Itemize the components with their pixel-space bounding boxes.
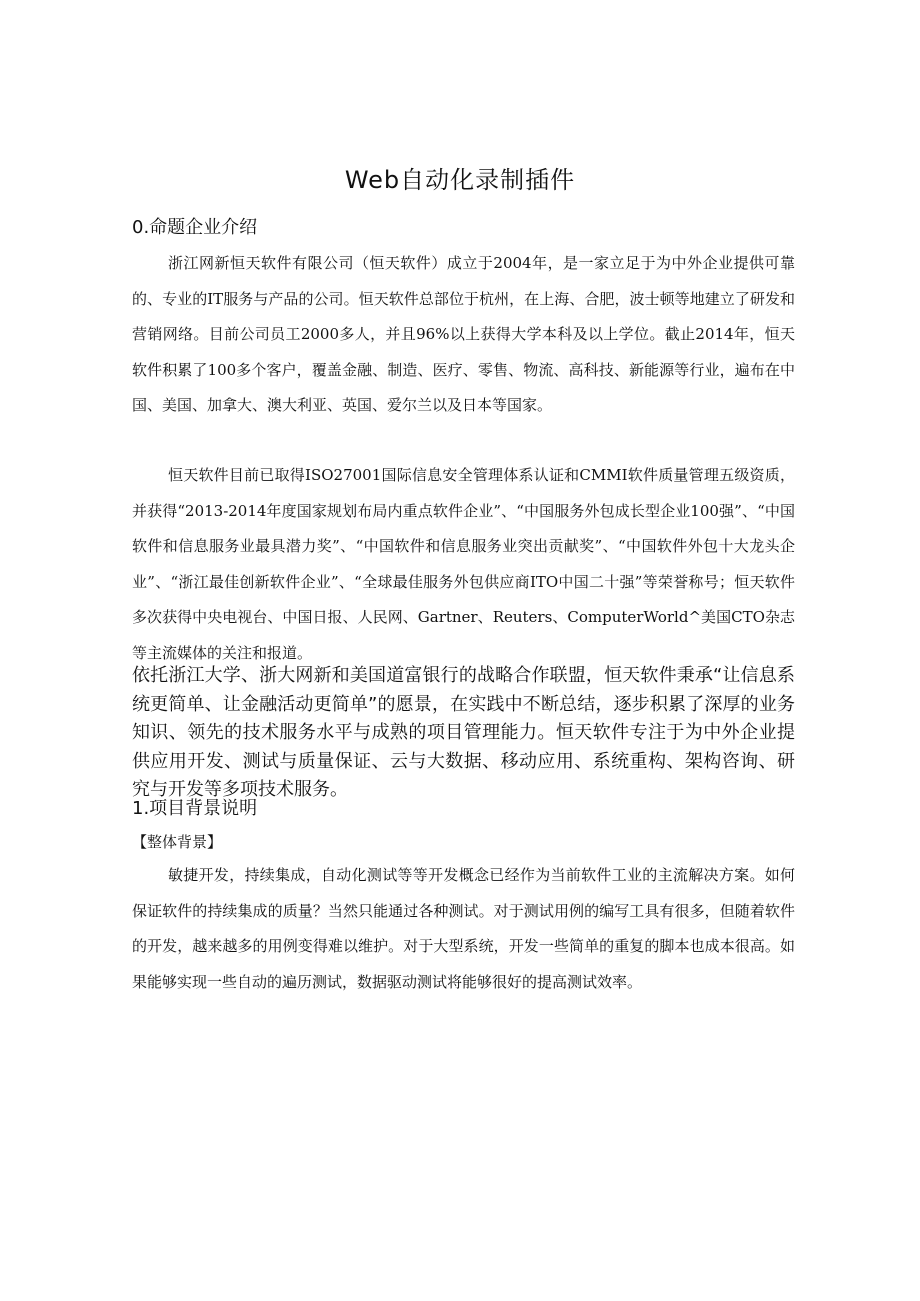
project-background-paragraph-1: 敏捷开发，持续集成，自动化测试等等开发概念已经作为当前软件工业的主流解决方案。如何保证软件的持续集成的质量？当然只能通过各种测试。对于测试用例的编写工具有很多，但随着软件的开发，越来越多的用例变得难以维护。对于大型系统，开发一些简单的重复的脚本也成本很高。如果能够实现一些自动的遍历测试，数据驱动测试将能够很好的提高测试效率。: [132, 866, 795, 991]
overall-background-label: 【整体背景】: [132, 833, 223, 851]
section-heading-project-background: 1.项目背景说明: [132, 798, 258, 819]
company-intro-paragraph-1: 浙江网新恒天软件有限公司（恒天软件）成立于2004年，是一家立足于为中外企业提供可靠的、专业的IT服务与产品的公司。恒天软件总部位于杭州，在上海、合肥，波士顿等地建立了研发和营销网络。目前公司员工2000多人，并且96%以上获得大学本科及以上学位。截止2014年，恒天软件积累了100多个客户，覆盖金融、制造、医疗、零售、物流、高科技、新能源等行业，遍布在中国、美国、加拿大、澳大利亚、英国、爱尔兰以及日本等国家。: [132, 254, 795, 414]
company-intro-paragraph-3: 依托浙江大学、浙大网新和美国道富银行的战略合作联盟，恒天软件秉承“让信息系统更简单、让金融活动更简单”的愿景，在实践中不断总结，逐步积累了深厚的业务知识、领先的技术服务水平与成熟的项目管理能力。恒天软件专注于为中外企业提供应用开发、测试与质量保证、云与大数据、移动应用、系统重构、架构咨询、研究与开发等多项技术服务。: [132, 665, 795, 800]
section-heading-company-intro: 0.命题企业介绍: [132, 217, 258, 238]
company-intro-paragraph-2: 恒天软件目前已取得ISO27001国际信息安全管理体系认证和CMMI软件质量管理五级资质，并获得“2013-2014年度国家规划布局内重点软件企业”、“中国服务外包成长型企业100强”、“中国软件和信息服务业最具潜力奖”、“中国软件和信息服务业突出贡献奖”、“中国软件外包十大龙头企业”、“浙江最佳创新软件企业”、“全球最佳服务外包供应商ITO中国二十强”等荣誉称号；恒天软件多次获得中央电视台、中国日报、人民网、Gartner、Reuters、ComputerWorld^美国CTO杂志等主流媒体的关注和报道。: [132, 466, 795, 662]
document-title: Web自动化录制插件: [344, 166, 576, 194]
